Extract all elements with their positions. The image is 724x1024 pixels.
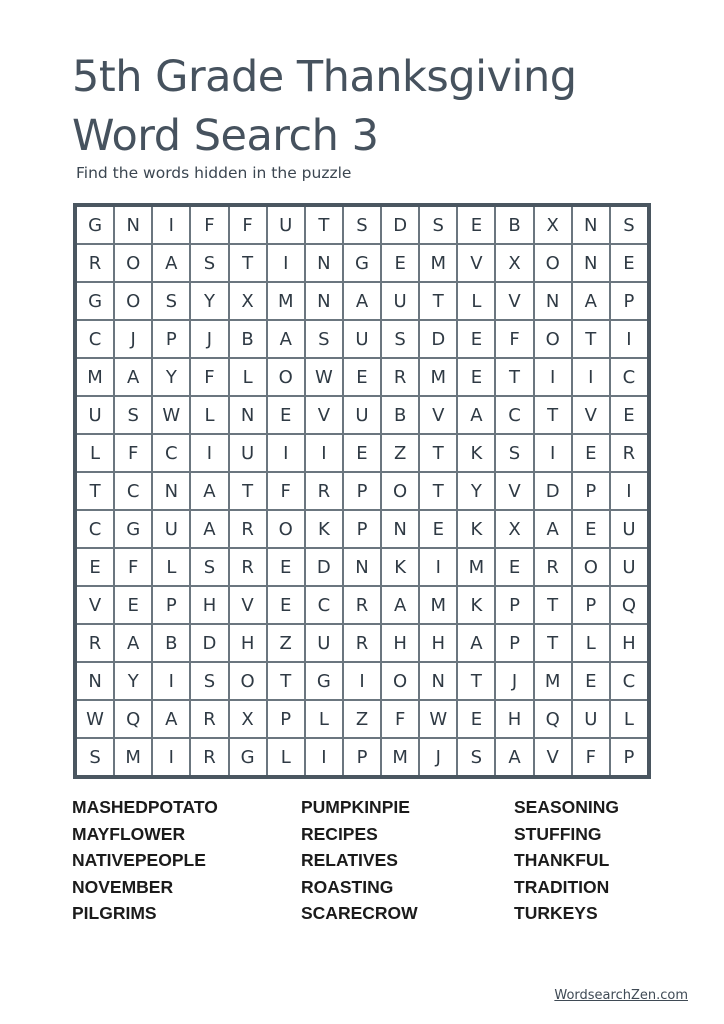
grid-cell[interactable]: E [458,359,494,395]
grid-cell[interactable]: O [115,245,151,281]
grid-cell[interactable]: T [230,473,266,509]
grid-cell[interactable]: M [420,587,456,623]
grid-cell[interactable]: Q [611,587,647,623]
grid-cell[interactable]: L [458,283,494,319]
grid-cell[interactable]: A [382,587,418,623]
grid-cell[interactable]: S [191,245,227,281]
word-list-item: MAYFLOWER [72,823,186,844]
word-list-item: SCARECROW [301,903,418,923]
grid-cell[interactable]: K [458,511,494,547]
word-list-column-1 [72,794,218,927]
grid-cell[interactable]: F [115,435,151,471]
site-link[interactable]: WordsearchZen.com [554,988,688,1003]
grid-cell[interactable]: A [535,511,571,547]
grid-cell[interactable]: S [153,283,189,319]
grid-cell[interactable]: O [535,245,571,281]
grid-cell[interactable]: T [420,283,456,319]
grid-cell[interactable]: Z [344,701,380,737]
grid-cell[interactable]: O [268,511,304,547]
grid-cell[interactable]: D [535,473,571,509]
grid-cell[interactable]: Q [535,701,571,737]
grid-cell[interactable]: C [611,359,647,395]
grid-cell[interactable]: M [115,739,151,775]
grid-cell[interactable]: S [611,207,647,243]
grid-cell[interactable]: O [382,663,418,699]
grid-cell[interactable]: M [458,549,494,585]
grid-cell[interactable]: O [573,549,609,585]
grid-cell[interactable]: R [611,435,647,471]
grid-cell[interactable]: M [268,283,304,319]
grid-cell[interactable]: N [230,397,266,433]
grid-cell[interactable]: O [382,473,418,509]
grid-cell[interactable]: X [535,207,571,243]
grid-cell[interactable]: L [191,397,227,433]
grid-cell[interactable]: M [382,739,418,775]
grid-cell[interactable]: R [344,625,380,661]
grid-cell[interactable]: Y [191,283,227,319]
grid-cell[interactable]: R [191,701,227,737]
grid-cell[interactable]: U [306,625,342,661]
grid-cell[interactable]: F [230,207,266,243]
grid-cell[interactable]: Z [268,625,304,661]
grid-cell[interactable]: T [420,435,456,471]
grid-cell[interactable]: E [573,511,609,547]
grid-cell[interactable]: P [611,739,647,775]
grid-cell[interactable]: I [573,359,609,395]
grid-cell[interactable]: V [458,245,494,281]
grid-cell[interactable]: G [77,283,113,319]
grid-cell[interactable]: L [573,625,609,661]
grid-cell[interactable]: V [496,473,532,509]
grid-cell[interactable]: E [77,549,113,585]
grid-cell[interactable]: Y [458,473,494,509]
grid-cell[interactable]: A [344,283,380,319]
grid-cell[interactable]: S [191,663,227,699]
grid-cell[interactable]: V [496,283,532,319]
grid-cell[interactable]: T [420,473,456,509]
grid-cell[interactable]: E [268,549,304,585]
grid-cell[interactable]: V [230,587,266,623]
grid-cell[interactable]: R [230,511,266,547]
grid-cell[interactable]: P [496,587,532,623]
grid-cell[interactable]: M [535,663,571,699]
grid-cell[interactable]: H [496,701,532,737]
grid-cell[interactable]: F [191,359,227,395]
grid-cell[interactable]: U [382,283,418,319]
grid-cell[interactable]: J [420,739,456,775]
word-list-item: ROASTING [301,876,394,897]
grid-cell[interactable]: Z [382,435,418,471]
grid-cell[interactable]: I [268,245,304,281]
grid-cell[interactable]: M [420,245,456,281]
grid-cell[interactable]: E [573,435,609,471]
grid-cell[interactable]: P [344,739,380,775]
grid-cell[interactable]: B [382,397,418,433]
grid-cell[interactable]: P [573,473,609,509]
grid-cell[interactable]: L [77,435,113,471]
grid-cell[interactable]: N [153,473,189,509]
grid-cell[interactable]: F [268,473,304,509]
grid-cell[interactable]: N [573,207,609,243]
grid-cell[interactable]: K [458,435,494,471]
grid-cell[interactable]: D [306,549,342,585]
grid-cell[interactable]: U [344,321,380,357]
grid-cell[interactable]: G [344,245,380,281]
grid-cell[interactable]: U [611,549,647,585]
grid-cell[interactable]: G [115,511,151,547]
grid-cell[interactable]: P [611,283,647,319]
grid-cell[interactable]: R [77,625,113,661]
grid-cell[interactable]: N [535,283,571,319]
puzzle-grid-frame [73,203,651,779]
grid-cell[interactable]: I [153,739,189,775]
grid-cell[interactable]: I [306,435,342,471]
grid-cell[interactable]: P [344,473,380,509]
grid-cell[interactable]: I [344,663,380,699]
grid-cell[interactable]: E [382,245,418,281]
grid-cell[interactable]: E [115,587,151,623]
grid-cell[interactable]: S [344,207,380,243]
grid-cell[interactable]: B [496,207,532,243]
page-title: 5th Grade Thanksgiving Word Search 3 [72,52,577,161]
grid-cell[interactable]: A [153,701,189,737]
grid-cell[interactable]: K [306,511,342,547]
grid-cell[interactable]: E [496,549,532,585]
grid-cell[interactable]: O [535,321,571,357]
grid-cell[interactable]: S [496,435,532,471]
grid-cell[interactable]: E [458,321,494,357]
letter-grid [77,207,647,775]
grid-cell[interactable]: T [77,473,113,509]
grid-cell[interactable]: N [420,663,456,699]
grid-cell[interactable]: E [573,663,609,699]
grid-cell[interactable]: B [153,625,189,661]
grid-cell[interactable]: A [191,511,227,547]
grid-cell[interactable]: U [611,511,647,547]
grid-cell[interactable]: F [191,207,227,243]
grid-cell[interactable]: E [344,359,380,395]
word-list-item: RELATIVES [301,850,398,870]
grid-cell[interactable]: I [153,663,189,699]
grid-cell[interactable]: W [153,397,189,433]
grid-cell[interactable]: L [230,359,266,395]
grid-cell[interactable]: X [496,511,532,547]
grid-cell[interactable]: Q [115,701,151,737]
grid-cell[interactable]: P [268,701,304,737]
grid-cell[interactable]: E [268,397,304,433]
grid-cell[interactable]: T [496,359,532,395]
grid-cell[interactable]: C [153,435,189,471]
grid-cell[interactable]: W [77,701,113,737]
grid-cell[interactable]: H [420,625,456,661]
grid-cell[interactable]: A [268,321,304,357]
grid-cell[interactable]: O [268,359,304,395]
grid-cell[interactable]: S [77,739,113,775]
grid-cell[interactable]: A [496,739,532,775]
grid-cell[interactable]: N [306,245,342,281]
grid-cell[interactable]: P [344,511,380,547]
grid-cell[interactable]: H [230,625,266,661]
grid-cell[interactable]: J [496,663,532,699]
grid-cell[interactable]: V [573,397,609,433]
grid-cell[interactable]: H [611,625,647,661]
grid-cell[interactable]: E [344,435,380,471]
grid-cell[interactable]: D [382,207,418,243]
grid-cell[interactable]: I [153,207,189,243]
grid-cell[interactable]: R [344,587,380,623]
grid-cell[interactable]: B [230,321,266,357]
word-list-column-2 [301,794,418,927]
grid-cell[interactable]: A [191,473,227,509]
grid-cell[interactable]: E [611,245,647,281]
grid-cell[interactable]: U [268,207,304,243]
grid-cell[interactable]: P [496,625,532,661]
grid-cell[interactable]: F [496,321,532,357]
grid-cell[interactable]: J [115,321,151,357]
grid-cell[interactable]: Y [153,359,189,395]
word-list-column-3 [514,794,619,927]
grid-cell[interactable]: K [382,549,418,585]
grid-cell[interactable]: N [115,207,151,243]
grid-cell[interactable]: U [77,397,113,433]
grid-cell[interactable]: L [153,549,189,585]
grid-cell[interactable]: T [306,207,342,243]
grid-cell[interactable]: A [458,625,494,661]
grid-cell[interactable]: C [306,587,342,623]
grid-cell[interactable]: T [268,663,304,699]
grid-cell[interactable]: P [153,321,189,357]
grid-cell[interactable]: L [306,701,342,737]
grid-cell[interactable]: O [115,283,151,319]
grid-cell[interactable]: A [458,397,494,433]
grid-cell[interactable]: S [420,207,456,243]
word-list-item: MASHEDPOTATO [72,797,218,817]
word-list-item: RECIPES [301,823,378,844]
grid-cell[interactable]: E [458,207,494,243]
grid-cell[interactable]: O [230,663,266,699]
grid-cell[interactable]: A [115,625,151,661]
grid-cell[interactable]: X [496,245,532,281]
grid-cell[interactable]: G [77,207,113,243]
page-subtitle: Find the words hidden in the puzzle [76,164,352,182]
grid-cell[interactable]: X [230,701,266,737]
grid-cell[interactable]: I [535,359,571,395]
grid-cell[interactable]: V [77,587,113,623]
grid-cell[interactable]: S [382,321,418,357]
grid-cell[interactable]: R [230,549,266,585]
grid-cell[interactable]: H [191,587,227,623]
grid-cell[interactable]: G [230,739,266,775]
grid-cell[interactable]: N [382,511,418,547]
grid-cell[interactable]: R [191,739,227,775]
word-list-item: PUMPKINPIE [301,797,410,817]
word-list-item: SEASONING [514,797,620,817]
grid-cell[interactable]: C [77,321,113,357]
grid-cell[interactable]: I [535,435,571,471]
grid-cell[interactable]: R [535,549,571,585]
grid-cell[interactable]: Y [115,663,151,699]
word-list-item: NATIVEPEOPLE [72,850,206,870]
grid-cell[interactable]: I [420,549,456,585]
grid-cell[interactable]: A [153,245,189,281]
grid-cell[interactable]: U [230,435,266,471]
grid-cell[interactable]: C [115,473,151,509]
grid-cell[interactable]: L [611,701,647,737]
word-list-item: STUFFING [514,823,602,844]
grid-cell[interactable]: V [420,397,456,433]
grid-cell[interactable]: D [420,321,456,357]
grid-cell[interactable]: T [535,397,571,433]
grid-cell[interactable]: C [496,397,532,433]
grid-cell[interactable]: A [115,359,151,395]
grid-cell[interactable]: L [268,739,304,775]
grid-cell[interactable]: U [153,511,189,547]
grid-cell[interactable]: T [230,245,266,281]
grid-cell[interactable]: T [535,587,571,623]
grid-cell[interactable]: U [573,701,609,737]
grid-cell[interactable]: S [115,397,151,433]
grid-cell[interactable]: W [306,359,342,395]
word-list-item: TURKEYS [514,903,598,923]
word-list-item: NOVEMBER [72,876,174,897]
grid-cell[interactable]: C [611,663,647,699]
grid-cell[interactable]: H [382,625,418,661]
grid-cell[interactable]: E [420,511,456,547]
grid-cell[interactable]: F [382,701,418,737]
grid-cell[interactable]: I [611,473,647,509]
grid-cell[interactable]: V [535,739,571,775]
grid-cell[interactable]: K [458,587,494,623]
grid-cell[interactable]: S [306,321,342,357]
word-list-item: TRADITION [514,876,610,897]
grid-cell[interactable]: I [268,435,304,471]
grid-cell[interactable]: N [77,663,113,699]
grid-cell[interactable]: S [191,549,227,585]
grid-cell[interactable]: N [306,283,342,319]
grid-cell[interactable]: V [306,397,342,433]
grid-cell[interactable]: R [77,245,113,281]
grid-cell[interactable]: E [611,397,647,433]
grid-cell[interactable]: D [191,625,227,661]
grid-cell[interactable]: I [611,321,647,357]
grid-cell[interactable]: G [306,663,342,699]
grid-cell[interactable]: W [420,701,456,737]
grid-cell[interactable]: P [573,587,609,623]
grid-cell[interactable]: X [230,283,266,319]
grid-cell[interactable]: A [573,283,609,319]
grid-cell[interactable]: M [77,359,113,395]
grid-cell[interactable]: N [573,245,609,281]
grid-cell[interactable]: N [344,549,380,585]
grid-cell[interactable]: I [191,435,227,471]
grid-cell[interactable]: T [573,321,609,357]
grid-cell[interactable]: S [458,739,494,775]
grid-cell[interactable]: J [191,321,227,357]
grid-cell[interactable]: U [344,397,380,433]
grid-cell[interactable]: F [115,549,151,585]
grid-cell[interactable]: R [306,473,342,509]
grid-cell[interactable]: E [458,701,494,737]
grid-cell[interactable]: E [268,587,304,623]
word-list-item: THANKFUL [514,850,610,870]
grid-cell[interactable]: P [153,587,189,623]
grid-cell[interactable]: C [77,511,113,547]
grid-cell[interactable]: T [535,625,571,661]
grid-cell[interactable]: I [306,739,342,775]
grid-cell[interactable]: T [458,663,494,699]
grid-cell[interactable]: M [420,359,456,395]
grid-cell[interactable]: F [573,739,609,775]
grid-cell[interactable]: R [382,359,418,395]
word-list-item: PILGRIMS [72,903,157,923]
